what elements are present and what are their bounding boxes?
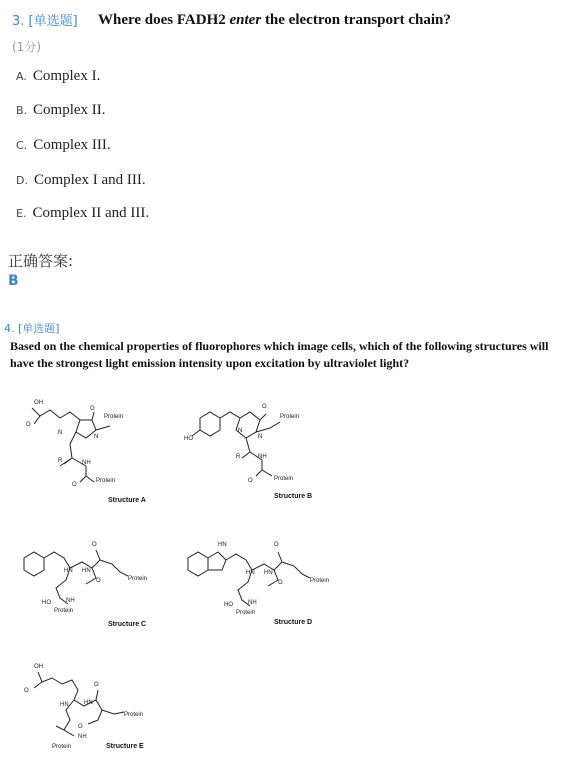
atom-label: HN <box>82 568 91 574</box>
structure-c <box>16 532 186 632</box>
atom-label: Protein <box>54 608 74 614</box>
option-letter: C. <box>16 139 28 152</box>
question-4-text: Based on the chemical properties of fluorophores which image cells, which of the following structures will have the strongest light emission intensity upon excitation by ultraviolet light? <box>10 339 549 370</box>
atom-label: Protein <box>236 610 256 616</box>
atom-label: N <box>58 430 63 436</box>
atom-label: O <box>26 422 31 428</box>
atom-label: HO <box>184 436 193 442</box>
option-text: Complex I and III. <box>33 172 146 188</box>
question-3-prefix: Where does FADH2 <box>98 12 230 28</box>
question-3-number-text: 3. [单选题] <box>12 14 78 29</box>
atom-label: N <box>238 428 243 434</box>
atom-label: NH <box>248 600 257 606</box>
atom-label: HN <box>218 542 227 548</box>
atom-label: O <box>248 478 253 484</box>
atom-label: Protein <box>280 414 300 420</box>
atom-label: HN <box>264 570 273 576</box>
structure-d <box>182 532 352 632</box>
option-text: Complex III. <box>33 137 111 153</box>
atom-label: Protein <box>128 576 148 582</box>
atom-label: O <box>94 682 99 688</box>
atom-label: O <box>262 404 267 410</box>
option-e[interactable] <box>16 205 149 222</box>
atom-label: Protein <box>124 712 144 718</box>
structure-e <box>18 656 188 756</box>
atom-label: OH <box>34 664 43 670</box>
atom-label: HN <box>84 700 93 706</box>
atom-label: Protein <box>310 578 330 584</box>
atom-label: HN <box>60 702 69 708</box>
atom-label: R <box>58 458 63 464</box>
atom-label: O <box>78 724 83 730</box>
option-text: Complex II. <box>33 102 106 118</box>
atom-label: O <box>90 406 95 412</box>
correct-answer-value: B <box>8 273 19 289</box>
atom-label: NH <box>66 598 75 604</box>
option-text: Complex I. <box>32 68 101 84</box>
option-letter: A. <box>16 70 27 83</box>
atom-label: N <box>94 434 99 440</box>
question-3-text <box>98 12 451 29</box>
atom-label: O <box>24 688 29 694</box>
atom-label: N <box>258 434 263 440</box>
option-b[interactable] <box>16 102 106 119</box>
option-letter: B. <box>16 104 28 117</box>
atom-label: O <box>92 542 97 548</box>
atom-label: R <box>236 454 241 460</box>
structure-d-caption: Structure D <box>274 619 313 626</box>
atom-label: Protein <box>104 414 124 420</box>
question-3-suffix: the electron transport chain? <box>261 12 451 28</box>
option-d[interactable] <box>16 172 146 189</box>
atom-label: OH <box>34 400 43 406</box>
option-c[interactable] <box>16 137 111 154</box>
structure-a-caption: Structure A <box>108 497 146 504</box>
question-3-number <box>12 10 78 29</box>
question-3-emph: enter <box>229 12 262 28</box>
structure-e-caption: Structure E <box>106 743 144 750</box>
correct-answer-label: 正确答案: <box>8 252 74 270</box>
atom-label: O <box>274 542 279 548</box>
question-4-number: 4. [单选题] <box>4 322 60 335</box>
atom-label: O <box>278 580 283 586</box>
option-text: Complex II and III. <box>32 205 150 221</box>
structure-a <box>14 392 184 507</box>
atom-label: HO <box>224 602 233 608</box>
structure-b <box>180 392 350 507</box>
atom-label: HO <box>42 600 51 606</box>
atom-label: HN <box>246 570 255 576</box>
atom-label: Protein <box>274 476 294 482</box>
structure-b-caption: Structure B <box>274 493 313 500</box>
atom-label: NH <box>78 734 87 740</box>
atom-label: NH <box>258 454 267 460</box>
option-a[interactable] <box>16 68 100 85</box>
atom-label: HN <box>64 568 73 574</box>
atom-label: Protein <box>96 478 116 484</box>
option-letter: E. <box>16 207 27 220</box>
atom-label: O <box>96 578 101 584</box>
structure-c-caption: Structure C <box>108 621 147 628</box>
atom-label: O <box>72 482 77 488</box>
atom-label: Protein <box>52 744 72 750</box>
question-3-points: (1分) <box>12 40 41 54</box>
atom-label: NH <box>82 460 91 466</box>
option-letter: D. <box>16 174 28 187</box>
